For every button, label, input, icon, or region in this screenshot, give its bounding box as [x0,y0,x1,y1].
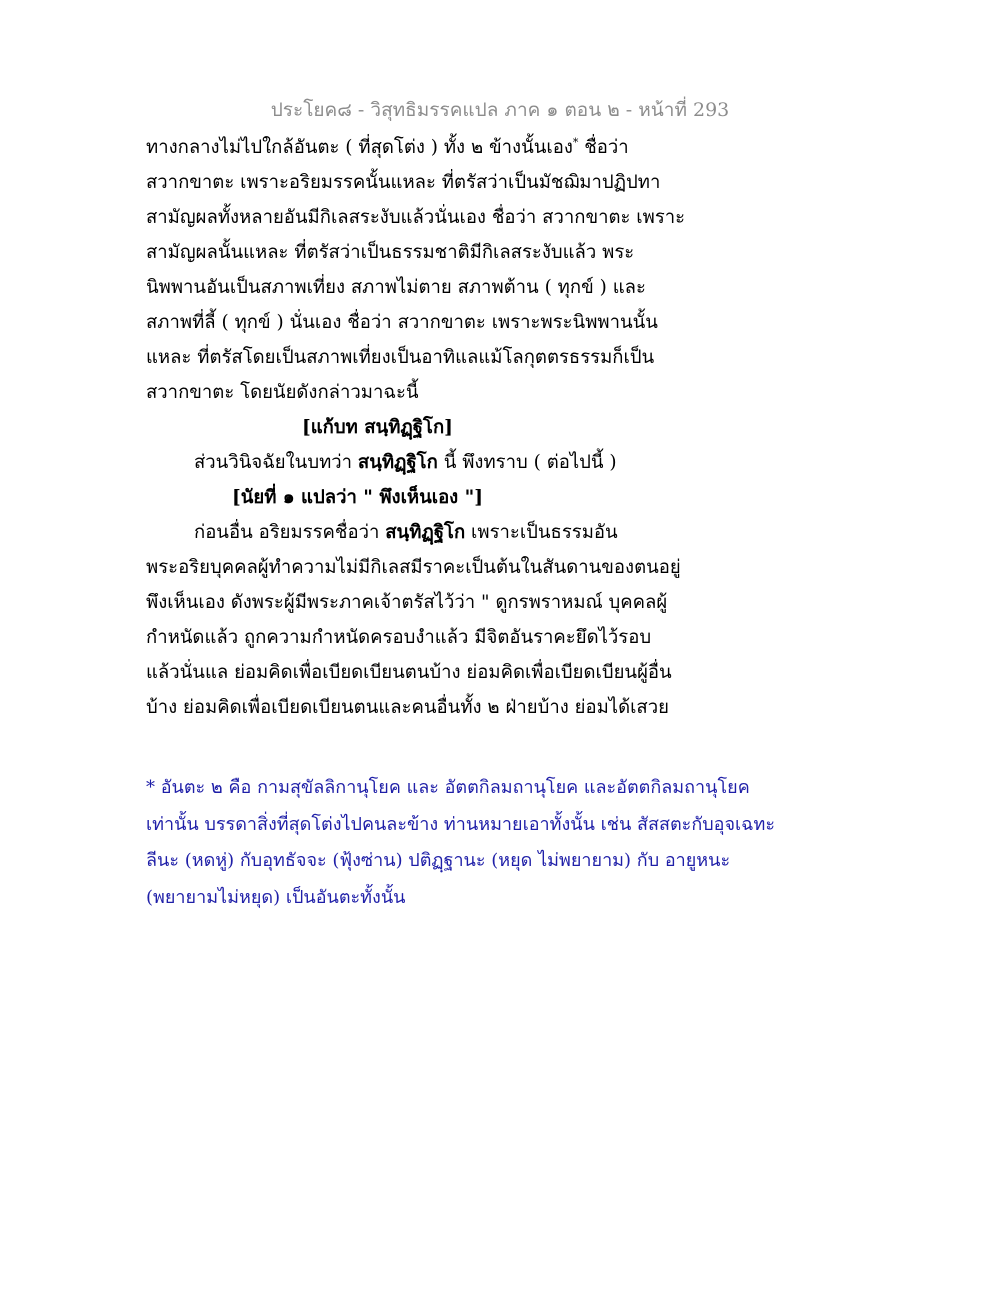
text-line: นิพพานอันเป็นสภาพเที่ยง สภาพไม่ตาย สภาพต้าน ( ทุกข์ ) และ [146,277,646,298]
text-line: แล้วนั่นแล ย่อมคิดเพื่อเบียดเบียนตนบ้าง ย่อมคิดเพื่อเบียดเบียนผู้อื่น [146,662,672,683]
main-text [146,130,786,725]
text-line: สภาพที่ลี้ ( ทุกข์ ) นั่นเอง ชื่อว่า สวากขาตะ เพราะพระนิพพานนั้น [146,312,658,333]
footnote-marker: * [572,135,579,149]
text-line [146,130,786,165]
footnote [146,770,806,916]
text-line: พึงเห็นเอง ดังพระผู้มีพระภาคเจ้าตรัสไว้ว่า " ดูกรพราหมณ์ บุคคลผู้ [146,592,668,613]
term-bold: สนฺทิฏฺฐิโก [385,522,466,543]
term-bold: สนฺทิฏฺฐิโก [357,452,438,473]
text-segment: ชื่อว่า [578,137,629,158]
footnote-line: * อันตะ ๒ คือ กามสุขัลลิกานุโยค และ อัตตกิลมถานุโยค และอัตตกิลมถานุโยค [146,777,750,798]
text-line: พระอริยบุคคลผู้ทำความไม่มีกิเลสมีราคะเป็นต้นในสันดานของตนอยู่ [146,557,681,578]
footnote-line: (พยายามไม่หยุด) เป็นอันตะทั้งนั้น [146,886,406,908]
text-line: สามัญผลทั้งหลายอันมีกิเลสระงับแล้วนั่นเอง ชื่อว่า สวากขาตะ เพราะ [146,207,686,228]
subsection-heading: [นัยที่ ๑ แปลว่า " พึงเห็นเอง "] [232,487,484,508]
text-line: บ้าง ย่อมคิดเพื่อเบียดเบียนตนและคนอื่นทั้ง ๒ ฝ่ายบ้าง ย่อมได้เสวย [146,697,669,718]
text-line [146,445,786,480]
text-segment: ส่วนวินิจฉัยในบทว่า [194,452,358,473]
text-segment: นี้ พึงทราบ ( ต่อไปนี้ ) [437,452,617,473]
text-segment: เพราะเป็นธรรมอัน [465,522,618,543]
text-line: สวากขาตะ โดยนัยดังกล่าวมาฉะนี้ [146,382,419,403]
text-line: กำหนัดแล้ว ถูกความกำหนัดครอบงำแล้ว มีจิตอันราคะยึดไว้รอบ [146,627,652,648]
footnote-line: ลีนะ (หดหู่) กับอุทธัจจะ (ฟุ้งซ่าน) ปติฏฺฐานะ (หยุด ไม่พยายาม) กับ อายูหนะ [146,850,731,871]
text-line: แหละ ที่ตรัสโดยเป็นสภาพเที่ยงเป็นอาทิแลแม้โลกุตตรธรรมก็เป็น [146,347,655,368]
text-line [146,515,786,550]
footnote-line: เท่านั้น บรรดาสิ่งที่สุดโต่งไปคนละข้าง ท่านหมายเอาทั้งนั้น เช่น สัสสตะกับอุจเฉทะ [146,813,775,835]
text-line: สามัญผลนั้นแหละ ที่ตรัสว่าเป็นธรรมชาติมีกิเลสระงับแล้ว พระ [146,242,635,263]
page-header: ประโยค๘ - วิสุทธิมรรคแปล ภาค ๑ ตอน ๒ - หน้าที่ 293 [270,99,730,121]
text-line: สวากขาตะ เพราะอริยมรรคนั้นแหละ ที่ตรัสว่าเป็นมัชฌิมาปฏิปทา [146,172,661,193]
section-heading: [แก้บท สนฺทิฏฺฐิโก] [302,417,453,438]
text-segment: ก่อนอื่น อริยมรรคชื่อว่า [194,522,386,543]
text-segment: ทางกลางไม่ไปใกล้อันตะ ( ที่สุดโต่ง ) ทั้ง ๒ ข้างนั้นเอง [146,137,573,158]
